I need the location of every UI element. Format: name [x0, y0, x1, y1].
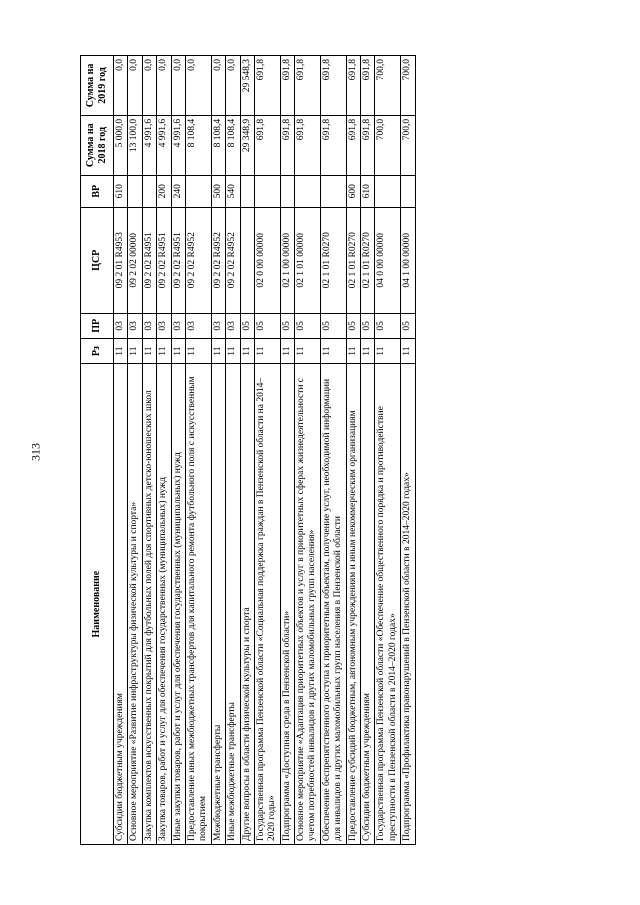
cell-vr: 610: [361, 175, 375, 207]
cell-name: Государственная программа Пензенской области «Обеспечение общественного порядка и противодействие преступности в Пензенской области в 2014–2020 годах»: [375, 364, 401, 845]
cell-name: Закупка товаров, работ и услуг для обеспечения государственных (муниципальных) нужд: [157, 364, 171, 845]
cell-rz: 11: [320, 338, 346, 363]
cell-pr: 03: [142, 313, 156, 338]
cell-name: Межбюджетные трансферты: [211, 364, 225, 845]
cell-sum-2018: 8 108,4: [211, 115, 225, 175]
cell-sum-2018: 4 991,6: [171, 115, 185, 175]
cell-pr: 03: [171, 313, 185, 338]
cell-sum-2019: 691,8: [280, 56, 294, 116]
cell-name: Субсидии бюджетным учреждениям: [114, 364, 128, 845]
cell-vr: [280, 175, 294, 207]
header-sum-2018: Сумма на 2018 год: [81, 115, 114, 175]
cell-name: Закупка комплектов искусственных покрытий для футбольных полей для спортивных детско-юношеских школ: [142, 364, 156, 845]
cell-pr: 05: [240, 313, 254, 338]
header-rz: Рз: [81, 338, 114, 363]
cell-csr: 02 1 01 R0270: [320, 207, 346, 313]
cell-rz: 11: [361, 338, 375, 363]
table-row: [128, 56, 142, 845]
cell-sum-2019: 0,0: [226, 56, 240, 116]
cell-sum-2018: 691,8: [254, 115, 280, 175]
cell-sum-2019: 0,0: [171, 56, 185, 116]
cell-csr: 09 2 02 00000: [128, 207, 142, 313]
cell-rz: 11: [375, 338, 401, 363]
cell-name: Иные закупки товаров, работ и услуг для обеспечения государственных (муниципальных) нужд: [171, 364, 185, 845]
cell-sum-2019: 0,0: [142, 56, 156, 116]
cell-rz: 11: [171, 338, 185, 363]
cell-sum-2018: 691,8: [361, 115, 375, 175]
cell-sum-2019: 0,0: [185, 56, 211, 116]
table-row: [185, 56, 211, 845]
cell-rz: 11: [401, 338, 415, 363]
cell-sum-2018: 5 000,0: [114, 115, 128, 175]
page-number: 313: [28, 443, 43, 461]
cell-vr: [320, 175, 346, 207]
cell-name: Предоставление иных межбюджетных трансфертов для капитального ремонта футбольного поля с искусственным покрытием: [185, 364, 211, 845]
cell-sum-2018: 691,8: [320, 115, 346, 175]
cell-pr: 05: [346, 313, 360, 338]
cell-rz: 11: [114, 338, 128, 363]
cell-csr: 09 2 02 R4951: [142, 207, 156, 313]
cell-name: Предоставление субсидий бюджетным, автономным учреждениям и иным некоммерческим организациям: [346, 364, 360, 845]
cell-pr: 05: [280, 313, 294, 338]
cell-sum-2019: 0,0: [128, 56, 142, 116]
cell-vr: [375, 175, 401, 207]
table-row: [240, 56, 254, 845]
table-row: [320, 56, 346, 845]
cell-csr: [240, 207, 254, 313]
cell-sum-2019: 691,8: [295, 56, 321, 116]
cell-pr: 05: [375, 313, 401, 338]
cell-csr: 09 2 02 R4951: [157, 207, 171, 313]
cell-sum-2018: 700,0: [375, 115, 401, 175]
cell-csr: 04 1 00 00000: [401, 207, 415, 313]
cell-csr: 09 2 02 R4952: [211, 207, 225, 313]
cell-rz: 11: [128, 338, 142, 363]
header-vr: ВР: [81, 175, 114, 207]
cell-rz: 11: [295, 338, 321, 363]
cell-vr: [128, 175, 142, 207]
cell-vr: [142, 175, 156, 207]
table-row: [142, 56, 156, 845]
header-sum-2019: Сумма на 2019 год: [81, 56, 114, 116]
table-row: [114, 56, 128, 845]
cell-rz: 11: [226, 338, 240, 363]
cell-sum-2019: 691,8: [320, 56, 346, 116]
cell-rz: 11: [280, 338, 294, 363]
cell-sum-2018: 691,8: [280, 115, 294, 175]
cell-csr: 04 0 00 00000: [375, 207, 401, 313]
cell-vr: 200: [157, 175, 171, 207]
header-pr: ПР: [81, 313, 114, 338]
table-row: [157, 56, 171, 845]
cell-rz: 11: [240, 338, 254, 363]
cell-pr: 05: [320, 313, 346, 338]
cell-sum-2019: 691,8: [346, 56, 360, 116]
table-row: [171, 56, 185, 845]
table-row: [226, 56, 240, 845]
cell-name: Другие вопросы в области физической культуры и спорта: [240, 364, 254, 845]
cell-sum-2019: 691,8: [254, 56, 280, 116]
table-header-row: [81, 56, 114, 845]
table-row: [401, 56, 415, 845]
cell-pr: 03: [185, 313, 211, 338]
cell-sum-2018: 691,8: [346, 115, 360, 175]
cell-sum-2019: 700,0: [375, 56, 401, 116]
cell-pr: 03: [211, 313, 225, 338]
cell-vr: [401, 175, 415, 207]
cell-sum-2018: 4 991,6: [157, 115, 171, 175]
cell-name: Обеспечение беспрепятственного доступа к приоритетным объектам, получение услуг, необходимой информации для инвалидов и других маломобильных групп населения в Пензенской области: [320, 364, 346, 845]
cell-pr: 03: [128, 313, 142, 338]
cell-vr: 540: [226, 175, 240, 207]
cell-csr: 09 2 02 R4952: [226, 207, 240, 313]
cell-csr: 02 0 00 00000: [254, 207, 280, 313]
cell-sum-2018: 700,0: [401, 115, 415, 175]
cell-sum-2019: 29 548,3: [240, 56, 254, 116]
cell-name: Основное мероприятие «Развитие инфраструктуры физической культуры и спорта»: [128, 364, 142, 845]
cell-sum-2019: 0,0: [211, 56, 225, 116]
cell-csr: 02 1 01 R0270: [361, 207, 375, 313]
cell-vr: [240, 175, 254, 207]
cell-vr: [254, 175, 280, 207]
cell-vr: 600: [346, 175, 360, 207]
cell-pr: 03: [226, 313, 240, 338]
cell-sum-2018: 29 348,9: [240, 115, 254, 175]
cell-sum-2018: 4 991,6: [142, 115, 156, 175]
cell-csr: 09 2 02 R4952: [185, 207, 211, 313]
cell-sum-2018: 691,8: [295, 115, 321, 175]
table-body: [114, 56, 416, 845]
cell-csr: 02 1 01 00000: [295, 207, 321, 313]
cell-vr: [185, 175, 211, 207]
cell-vr: 610: [114, 175, 128, 207]
table-row: [361, 56, 375, 845]
cell-name: Основное мероприятие «Адаптация приоритетных объектов и услуг в приоритетных сферах жизнедеятельности с учетом потребностей инвалидов и других маломобильных групп населения»: [295, 364, 321, 845]
cell-csr: 02 1 01 R0270: [346, 207, 360, 313]
cell-sum-2019: 0,0: [157, 56, 171, 116]
budget-table: [80, 55, 416, 845]
cell-sum-2018: 8 108,4: [185, 115, 211, 175]
cell-pr: 05: [401, 313, 415, 338]
cell-name: Иные межбюджетные трансферты: [226, 364, 240, 845]
cell-name: Субсидии бюджетным учреждениям: [361, 364, 375, 845]
cell-rz: 11: [142, 338, 156, 363]
table-row: [254, 56, 280, 845]
cell-sum-2018: 8 108,4: [226, 115, 240, 175]
cell-pr: 05: [295, 313, 321, 338]
cell-sum-2019: 691,8: [361, 56, 375, 116]
cell-csr: 09 2 02 R4951: [171, 207, 185, 313]
cell-rz: 11: [346, 338, 360, 363]
cell-rz: 11: [185, 338, 211, 363]
cell-pr: 03: [157, 313, 171, 338]
cell-sum-2019: 0,0: [114, 56, 128, 116]
table-row: [211, 56, 225, 845]
header-csr: ЦСР: [81, 207, 114, 313]
cell-csr: 09 2 01 R4953: [114, 207, 128, 313]
table-row: [375, 56, 401, 845]
cell-pr: 05: [254, 313, 280, 338]
cell-rz: 11: [254, 338, 280, 363]
cell-name: Подпрограмма «Доступная среда в Пензенской области»: [280, 364, 294, 845]
cell-csr: 02 1 00 00000: [280, 207, 294, 313]
header-name: Наименование: [81, 364, 114, 845]
table-row: [295, 56, 321, 845]
table-row: [280, 56, 294, 845]
cell-name: Государственная программа Пензенской области «Социальная поддержка граждан в Пензенской области на 2014–2020 годы»: [254, 364, 280, 845]
rotated-table-wrapper: [80, 55, 580, 845]
cell-name: Подпрограмма «Профилактика правонарушений в Пензенской области в 2014–2020 годах»: [401, 364, 415, 845]
cell-pr: 03: [114, 313, 128, 338]
cell-sum-2018: 13 100,0: [128, 115, 142, 175]
cell-rz: 11: [157, 338, 171, 363]
cell-vr: 500: [211, 175, 225, 207]
cell-pr: 05: [361, 313, 375, 338]
cell-rz: 11: [211, 338, 225, 363]
cell-sum-2019: 700,0: [401, 56, 415, 116]
cell-vr: 240: [171, 175, 185, 207]
table-row: [346, 56, 360, 845]
cell-vr: [295, 175, 321, 207]
